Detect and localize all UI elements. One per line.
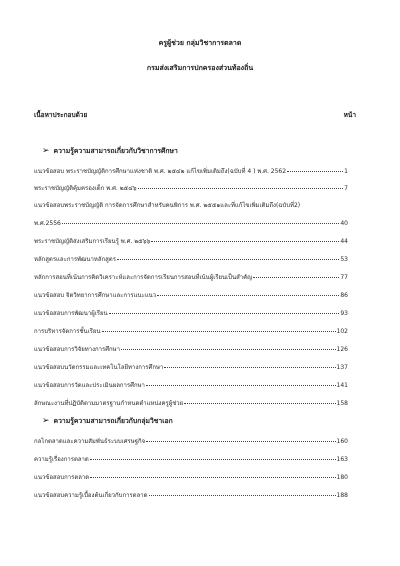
toc-leader-dots bbox=[62, 217, 340, 224]
toc-entry-page: 188 bbox=[336, 492, 348, 499]
toc-entry[interactable] bbox=[34, 183, 348, 193]
document-title: ครูผู้ช่วย กลุ่มวิชาการตลาด bbox=[158, 39, 242, 47]
toc-entry-page: 40 bbox=[340, 220, 348, 227]
toc-entry-label: พระราชบัญญัติคุ้มครองเด็ก พ.ศ. ๒๕๔๖ bbox=[34, 185, 137, 192]
toc-entry[interactable] bbox=[34, 201, 348, 210]
toc-entry-page: 86 bbox=[340, 292, 348, 299]
toc-leader-dots bbox=[90, 471, 335, 478]
toc-entry-label: กลไกตลาดและความสัมพันธ์ระบบเศรษฐกิจ bbox=[34, 438, 146, 445]
section-title: ความรู้ความสามารถเกี่ยวกับกลุ่มวิชาเอก bbox=[53, 417, 173, 425]
section-heading bbox=[42, 147, 356, 156]
toc-entry-page: 126 bbox=[336, 346, 348, 353]
toc-entry-label: แนวข้อสอบการวิจัยทางการศึกษา bbox=[34, 346, 120, 353]
toc-leader-dots bbox=[253, 271, 339, 278]
toc-entry-page: 7 bbox=[344, 185, 348, 192]
toc-entry-label: แนวข้อสอบ จิตวิทยาการศึกษาและการแนะแนว bbox=[34, 292, 157, 299]
toc-entry[interactable] bbox=[34, 490, 348, 500]
toc-entry[interactable] bbox=[34, 290, 348, 300]
section-heading bbox=[42, 417, 356, 426]
toc-entry-page: 137 bbox=[336, 364, 348, 371]
toc-entry[interactable] bbox=[34, 380, 348, 390]
page-column-label: หน้า bbox=[343, 111, 356, 119]
toc-entry-label: แนวข้อสอบพระราชบัญญัติ การจัดการศึกษาสำหรับคนพิการ พ.ศ. ๒๕๕๑และที่แก้ไขเพิ่มเติมถึง(ฉบับที่2) bbox=[34, 202, 301, 209]
toc-entry[interactable] bbox=[34, 254, 348, 264]
toc-entry[interactable] bbox=[34, 344, 348, 354]
arrow-bullet-icon: ➢ bbox=[42, 146, 50, 156]
toc-leader-dots bbox=[146, 435, 335, 442]
arrow-bullet-icon: ➢ bbox=[42, 416, 50, 426]
toc-entry[interactable] bbox=[34, 454, 348, 464]
toc-entry-label: ลักษณะงานที่ปฏิบัติตามมาตรฐานกำหนดตำแหน่งครูผู้ช่วย bbox=[34, 400, 184, 407]
toc-entry[interactable] bbox=[34, 436, 348, 446]
toc-leader-dots bbox=[164, 361, 335, 368]
section-title: ความรู้ความสามารถเกี่ยวกับวิชาการศึกษา bbox=[53, 147, 178, 155]
toc-entry[interactable] bbox=[34, 308, 348, 318]
toc-entry-page: 77 bbox=[340, 274, 348, 281]
toc-entry[interactable] bbox=[34, 236, 348, 246]
toc-entry-label: แนวข้อสอบ พระราชบัญญัติการศึกษาแห่งชาติ พ.ศ. ๒๕๔๒ แก้ไขเพิ่มเติมถึง(ฉบับที่ 4 ) พ.ศ. 2562 bbox=[34, 168, 287, 175]
toc-entry-page: 141 bbox=[336, 382, 348, 389]
toc-leader-dots bbox=[102, 325, 336, 332]
toc-leader-dots bbox=[157, 289, 339, 296]
toc-entry-label: หลักสูตรและการพัฒนาหลักสูตร bbox=[34, 256, 116, 263]
toc-entry-label: แนวข้อสอบการวัดและประเมินผลการศึกษา bbox=[34, 382, 145, 389]
toc-entry-page: 160 bbox=[336, 438, 348, 445]
document-subtitle: กรมส่งเสริมการปกครองส่วนท้องถิ่น bbox=[146, 64, 254, 72]
contents-header bbox=[34, 111, 356, 120]
toc-leader-dots bbox=[117, 253, 339, 260]
toc-entry-page: 180 bbox=[336, 474, 348, 481]
toc-entry-label: ความรู้เรื่องการตลาด bbox=[34, 456, 89, 463]
toc-entry-page: 1 bbox=[344, 168, 348, 175]
toc-leader-dots bbox=[121, 343, 336, 350]
toc-entry-page: 163 bbox=[336, 456, 348, 463]
toc-leader-dots bbox=[184, 397, 335, 404]
toc-entry-label: แนวข้อสอบความรู้เบื้องต้นเกี่ยวกับการตลาด bbox=[34, 492, 148, 499]
toc-leader-dots bbox=[149, 489, 336, 496]
toc-entry-label: แนวข้อสอบนวัตกรรมและเทคโนโลยีทางการศึกษา bbox=[34, 364, 164, 371]
toc-leader-dots bbox=[287, 165, 343, 172]
toc-leader-dots bbox=[146, 379, 336, 386]
toc-entry-page: 158 bbox=[336, 400, 348, 407]
toc-entry[interactable] bbox=[34, 326, 348, 336]
toc-entry-label: พระราชบัญญัติส่งเสริมการเรียนรู้ พ.ศ. ๒๕๖๖ bbox=[34, 238, 151, 245]
toc-leader-dots bbox=[151, 235, 339, 242]
toc-entry-label: พ.ศ.2556 bbox=[34, 220, 61, 227]
toc-entry[interactable] bbox=[34, 218, 348, 228]
toc-entry-page: 44 bbox=[340, 238, 348, 245]
toc-entry[interactable] bbox=[34, 362, 348, 372]
toc-entry-label: การบริหารจัดการชั้นเรียน bbox=[34, 328, 101, 335]
toc-entry[interactable] bbox=[34, 272, 348, 282]
toc-entry[interactable] bbox=[34, 166, 348, 176]
toc-entry-page: 102 bbox=[336, 328, 348, 335]
toc-entry-label: หลักการสอนที่เน้นการคิดวิเคราะห์และการจัดการเรียนการสอนที่เน้นผู้เรียนเป็นสำคัญ bbox=[34, 274, 253, 281]
toc-entry[interactable] bbox=[34, 398, 348, 408]
toc-leader-dots bbox=[138, 182, 344, 189]
toc-entry[interactable] bbox=[34, 472, 348, 482]
toc-leader-dots bbox=[109, 307, 340, 314]
toc-entry-page: 93 bbox=[340, 310, 348, 317]
toc-entry-label: แนวข้อสอบการตลาด bbox=[34, 474, 90, 481]
contents-header-label: เนื้อหาประกอบด้วย bbox=[34, 111, 88, 119]
toc-entry-label: แนวข้อสอบการพัฒนาผู้เรียน bbox=[34, 310, 108, 317]
toc-entry-page: 53 bbox=[340, 256, 348, 263]
toc-leader-dots bbox=[90, 453, 336, 460]
